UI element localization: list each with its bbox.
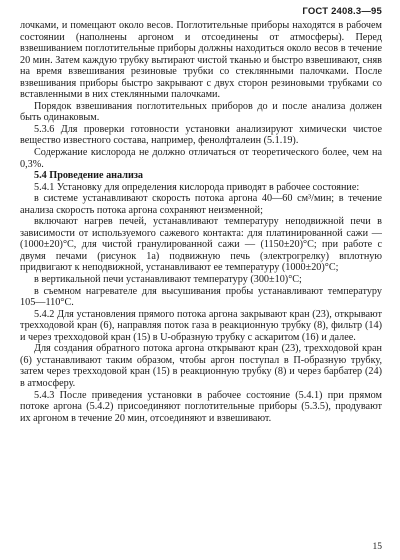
section-heading-5-4: 5.4 Проведение анализа xyxy=(34,170,144,182)
paragraph-reverse-flow: Для создания обратного потока аргона открывают кран (23), трехходовой кран (6) устанавливают таким образом, чтобы аргон поступал в П-образную трубку, затем через трехходовой кран (15) в реакционную трубку (8) и через барбатер (24) в атмосферу. xyxy=(20,343,382,389)
paragraph-removable-heater: в съемном нагревателе для высушивания пробы устанавливают температуру 105—110°С. xyxy=(20,285,382,309)
paragraph-5-4-1: 5.4.1 Установку для определения кислорода приводят в рабочее состояние: xyxy=(34,181,360,193)
paragraph-argon-flow: в системе устанавливают скорость потока аргона 40—60 см³/мин; в течение анализа скорость потока аргона сохраняют неизменной; xyxy=(20,193,382,216)
paragraph-5-3-6: 5.3.6 Для проверки готовности установки анализируют химически чистое вещество известного состава, например, фенолфталеин (5.1.19). xyxy=(20,123,382,147)
paragraph-vertical-furnace: в вертикальной печи устанавливают температуру (300±10)°С; xyxy=(34,274,302,286)
paragraph-5-4-3: 5.4.3 После приведения установки в рабочее состояние (5.4.1) при прямом потоке аргона (5.4.2) присоединяют поглотительные приборы (5.3.5), продувают их аргоном в течение 20 мин, отсоединяют и взвешивают. xyxy=(20,389,382,424)
paragraph-5-4-2: 5.4.2 Для установления прямого потока аргона закрывают кран (23), открывают трехходовой кран (6), направляя поток газа в реакционную трубку (8), фильтр (14) и через трехходовой кран (15) в U-образную трубку с аскаритом (16) и далее. xyxy=(20,308,382,343)
page-number: 15 xyxy=(372,542,382,552)
paragraph-oxygen-content: Содержание кислорода не должно отличаться от теоретического более, чем на 0,3%. xyxy=(20,147,382,170)
document-body xyxy=(20,20,382,424)
paragraph-weighing-procedure: лочками, и помещают около весов. Поглотительные приборы находятся в рабочем состоянии (наполнены аргоном и отсоединены от атмосферы). Перед взвешиванием поглотительные приборы должны находиться около весов в течение 20 мин. Затем каждую трубку вытирают чистой тканью и быстро взвешивают, сняв на время взвешивания резиновые трубки со стеклянными палочками. После взвешивания приборы быстро закрывают с двух сторон резиновыми трубками со вставленными в них стеклянными палочками. xyxy=(20,20,382,101)
paragraph-weighing-order: Порядок взвешивания поглотительных приборов до и после анализа должен быть одинаковым. xyxy=(20,100,382,124)
paragraph-furnace-heating: включают нагрев печей, устанавливают температуру неподвижной печи в зависимости от используемого сажевого контакта: для платинированной сажи — (1000±20)°С, для чистой гранулированной сажи — (1150±20)°С; при работе с двумя печами (рисунок 1а) подвижную печь (электрогрелку) вплотную придвигают к неподвижной, устанавливают ее температуру (1000±20)°С; xyxy=(20,216,382,274)
standard-code-header: ГОСТ 2408.3—95 xyxy=(302,6,382,17)
